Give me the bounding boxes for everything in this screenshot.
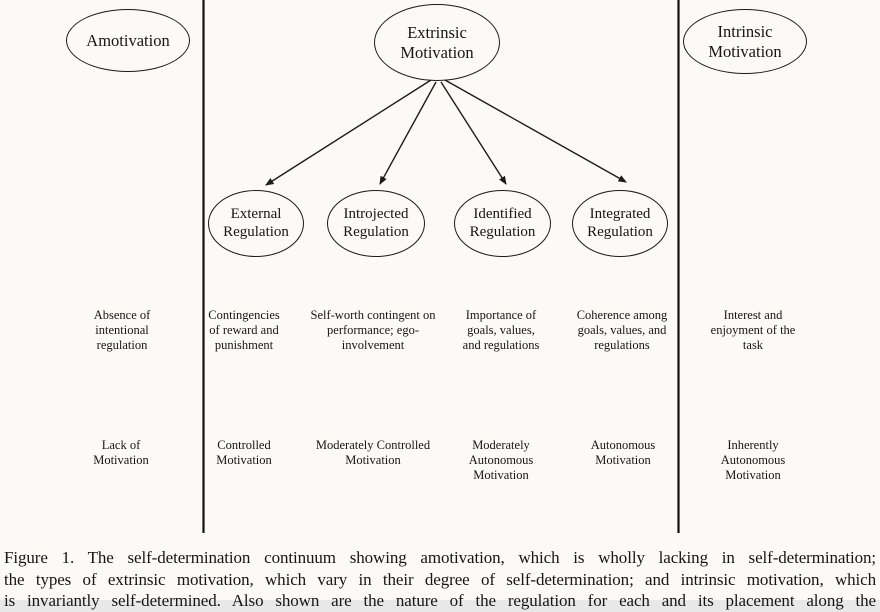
regulatory-process-external: Contingencies of reward and punishment bbox=[208, 308, 280, 352]
arrow-to-introjected-regulation bbox=[380, 82, 436, 184]
arrow-to-identified-regulation bbox=[441, 82, 506, 184]
arrow-to-external-regulation bbox=[266, 80, 431, 185]
external-regulation-label: External Regulation bbox=[223, 205, 289, 240]
motivation-type-identified: Moderately Autonomous Motivation bbox=[468, 438, 534, 482]
regulatory-process-introjected: Self-worth contingent on performance; ego-involvement bbox=[310, 308, 436, 352]
caption-line-2: the types of extrinsic motivation, which vary in their degree of self-determination; and intrinsic motivation, which bbox=[4, 569, 876, 589]
identified-regulation-ellipse bbox=[454, 190, 551, 257]
integrated-regulation-label: Integrated Regulation bbox=[587, 205, 653, 240]
regulatory-process-integrated: Coherence among goals, values, and regulations bbox=[576, 308, 668, 352]
caption-line-1: Figure 1. The self-determination continuum showing amotivation, which is wholly lacking in self-determination; bbox=[4, 548, 876, 567]
extrinsic-motivation-label: Extrinsic Motivation bbox=[400, 23, 474, 62]
regulatory-process-amotivation: Absence of intentional regulation bbox=[93, 308, 151, 352]
motivation-type-intrinsic: Inherently Autonomous Motivation bbox=[720, 438, 786, 482]
integrated-regulation-ellipse bbox=[572, 190, 668, 257]
caption-line-3: is invariantly self-determined. Also shown are the nature of the regulation for each and its placement along the bbox=[4, 591, 876, 610]
amotivation-label: Amotivation bbox=[86, 30, 170, 50]
arrow-to-integrated-regulation bbox=[445, 80, 626, 182]
intrinsic-motivation-label: Intrinsic Motivation bbox=[708, 22, 782, 61]
regulatory-process-identified: Importance of goals, values, and regulations bbox=[462, 308, 540, 352]
external-regulation-ellipse bbox=[208, 190, 304, 257]
extrinsic-branch-arrows bbox=[266, 80, 626, 185]
introjected-regulation-ellipse bbox=[327, 190, 425, 257]
amotivation-ellipse bbox=[66, 9, 190, 72]
motivation-type-integrated: Autonomous Motivation bbox=[590, 438, 656, 467]
identified-regulation-label: Identified Regulation bbox=[469, 205, 536, 240]
intrinsic-motivation-ellipse bbox=[683, 9, 807, 74]
motivation-type-introjected: Moderately Controlled Motivation bbox=[315, 438, 431, 467]
motivation-type-amotivation: Lack of Motivation bbox=[93, 438, 149, 467]
introjected-regulation-label: Introjected Regulation bbox=[343, 205, 409, 240]
extrinsic-motivation-ellipse bbox=[374, 4, 500, 81]
regulatory-process-intrinsic: Interest and enjoyment of the task bbox=[710, 308, 796, 352]
figure-caption bbox=[4, 547, 876, 610]
motivation-type-external: Controlled Motivation bbox=[216, 438, 272, 467]
